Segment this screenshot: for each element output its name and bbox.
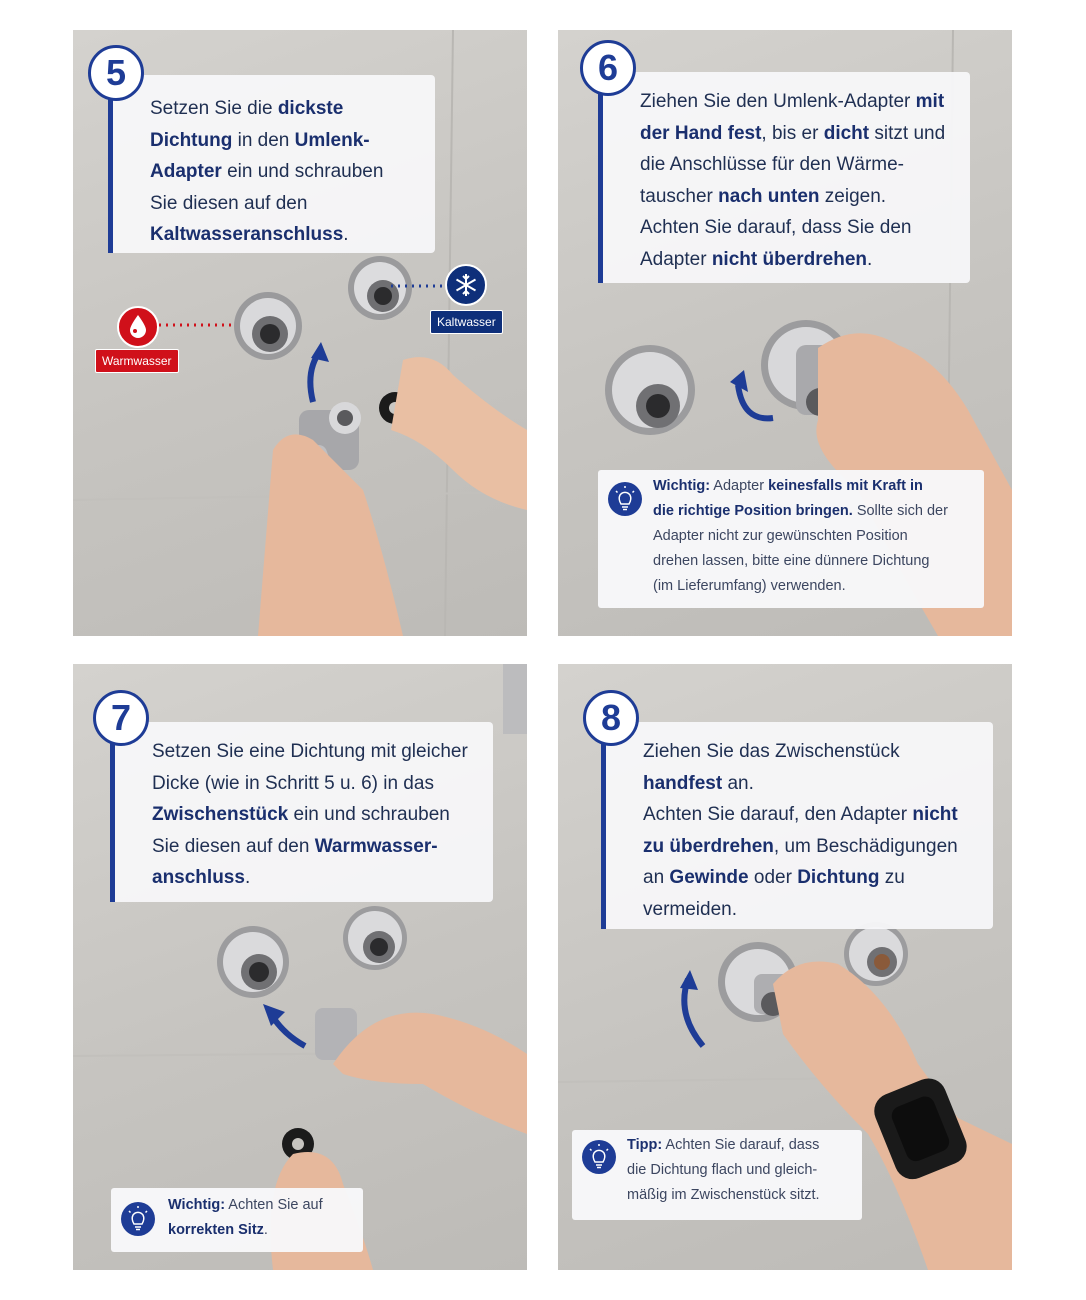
lightbulb-icon <box>608 482 642 516</box>
important-note <box>111 1188 363 1252</box>
step-5-panel <box>73 30 527 636</box>
note-text: Tipp: Achten Sie darauf, dass die Dichtung flach und gleich- mäßig im Zwischenstück sitzt. <box>627 1137 820 1203</box>
accent-bar <box>598 72 603 283</box>
accent-bar <box>110 722 115 902</box>
warmwasser-label: Warmwasser <box>95 349 179 373</box>
accent-bar <box>601 722 606 929</box>
instruction-card <box>108 75 435 253</box>
instruction-card <box>601 722 993 929</box>
kaltwasser-label: Kaltwasser <box>430 310 503 334</box>
step-number: 8 <box>583 690 639 746</box>
instruction-text: Setzen Sie eine Dichtung mit gleicher Dicke (wie in Schritt 5 u. 6) in das Zwischenstück ein und schrauben Sie diesen auf den Warmwasser- anschluss. <box>152 741 468 888</box>
step-7-panel <box>73 664 527 1270</box>
snowflake-icon <box>445 264 487 306</box>
instruction-text: Setzen Sie die dickste Dichtung in den Umlenk- Adapter ein und schrauben Sie diesen auf den Kaltwasseranschluss. <box>150 98 384 245</box>
lightbulb-icon <box>582 1140 616 1174</box>
step-number: 7 <box>93 690 149 746</box>
lightbulb-icon <box>121 1202 155 1236</box>
step-8-panel <box>558 664 1012 1270</box>
note-text: Wichtig: Achten Sie auf korrekten Sitz. <box>168 1197 323 1238</box>
accent-bar <box>108 75 113 253</box>
instruction-text: Ziehen Sie den Umlenk-Adapter mit der Hand fest, bis er dicht sitzt und die Anschlüsse für den Wärme- tauscher nach unten zeigen. Achten Sie darauf, dass Sie den Adapter nicht überdrehen. <box>640 91 946 270</box>
important-note <box>598 470 984 608</box>
water-drop-icon <box>117 306 159 348</box>
step-number: 6 <box>580 40 636 96</box>
instruction-card <box>598 72 970 283</box>
instruction-card <box>110 722 493 902</box>
step-6-panel <box>558 30 1012 636</box>
note-text: Wichtig: Adapter keinesfalls mit Kraft in die richtige Position bringen. Sollte sich der Adapter nicht zur gewünschten Position drehen lassen, bitte eine dünnere Dichtung (im Lieferumfang) verwenden. <box>653 478 948 594</box>
tip-note <box>572 1130 862 1220</box>
step-number: 5 <box>88 45 144 101</box>
instruction-text: Ziehen Sie das Zwischenstück handfest an. Achten Sie darauf, den Adapter nicht zu überdrehen, um Beschädigungen an Gewinde oder Dichtung zu vermeiden. <box>643 741 958 920</box>
